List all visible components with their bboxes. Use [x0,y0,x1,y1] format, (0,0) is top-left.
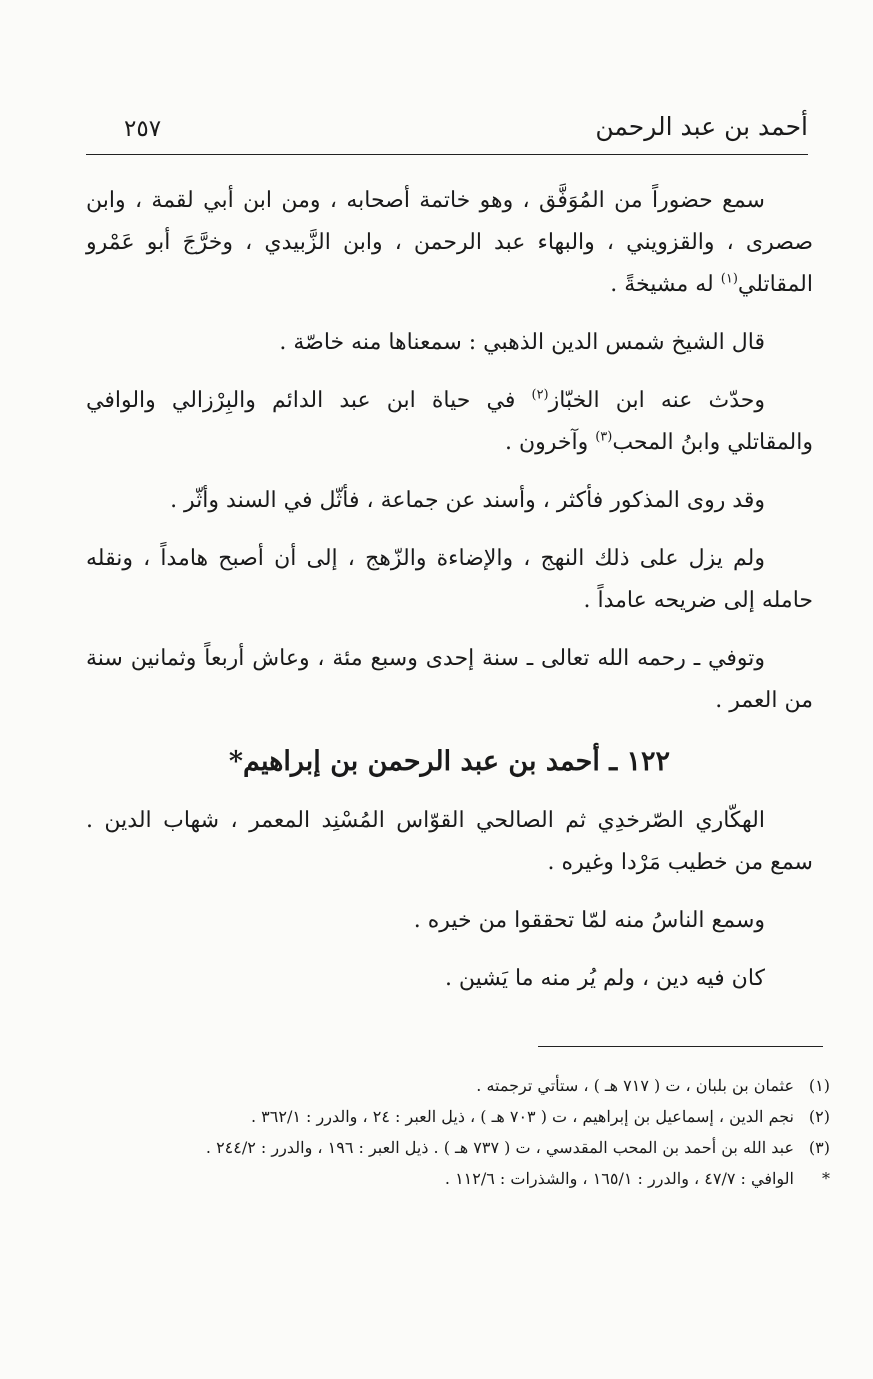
paragraph-text: وحدّث عنه ابن الخبّاز [548,388,765,413]
paragraph-text: ولم يزل على ذلك النهج ، والإضاءة والزّهج ، إلى أن أصبح هامداً ، ونقله حامله إلى ضريحه عامداً . [86,546,813,613]
footnote-mark: (١) [808,1076,830,1095]
entry-heading: ١٢٢ ـ أحمد بن عبد الرحمن بن إبراهيم* [228,746,671,777]
paragraph-4 [86,480,813,522]
paragraph-2 [86,322,813,364]
entry-paragraph-3: كان فيه دين ، ولم يُر منه ما يَشين . [444,966,765,991]
paragraph-text: وتوفي ـ رحمه الله تعالى ـ سنة إحدى وسبع مئة ، وعاش أربعاً وثمانين سنة من العمر . [86,646,813,713]
footnote-item [140,1072,830,1100]
running-title: أحمد بن عبد الرحمن [595,112,808,141]
paragraph-3 [86,380,813,464]
footnote-text: عبد الله بن أحمد بن المحب المقدسي ، ت ( ٧٣٧ هـ ) . ذيل العبر : ١٩٦ ، والدرر : ٢٤٤/٢ . [205,1138,794,1157]
footnotes [140,1072,830,1196]
footnote-item [140,1165,830,1193]
footnote-item [140,1103,830,1131]
paragraph-text: له مشيخةً . [610,272,721,297]
paragraph-text: سمع حضوراً من المُوَفَّق ، وهو خاتمة أصحابه ، ومن ابن أبي لقمة ، وابن صصرى ، والقزويني ، والبهاء عبد الرحمن ، وابن الزَّبيدي ، وخرَّجَ أبو عَمْرو المقاتلي [86,188,813,297]
footnote-mark: (٣) [808,1138,830,1157]
main-text [86,180,813,1016]
entry-paragraph-2: وسمع الناسُ منه لمّا تحققوا من خيره . [413,908,765,933]
paragraph-5 [86,538,813,622]
page-number: ٢٥٧ [124,116,162,142]
footnote-separator [538,1046,823,1047]
footnote-text: نجم الدين ، إسماعيل بن إبراهيم ، ت ( ٧٠٣ هـ ) ، ذيل العبر : ٢٤ ، والدرر : ٣٦٢/١ . [251,1107,794,1126]
page-header [86,104,808,155]
paragraph-text: قال الشيخ شمس الدين الذهبي : سمعناها منه خاصّة . [279,330,765,355]
paragraph-text: وآخرون . [504,430,596,455]
footnote-mark: (٢) [808,1107,830,1126]
footnote-ref: (٣) [595,429,613,445]
footnote-text: عثمان بن بلبان ، ت ( ٧١٧ هـ ) ، ستأتي ترجمته . [476,1076,794,1095]
footnote-text: الوافي : ٤٧/٧ ، والدرر : ١٦٥/١ ، والشذرات : ١١٢/٦ . [444,1169,794,1188]
footnote-mark: * [822,1169,830,1188]
footnote-item [140,1134,830,1162]
footnote-ref: (٢) [531,387,549,403]
footnote-ref: (١) [720,271,738,287]
paragraph-text: وقد روى المذكور فأكثر ، وأسند عن جماعة ، فأثّل في السند وأثّر . [170,488,765,513]
paragraph-1 [86,180,813,306]
paragraph-6 [86,638,813,722]
paragraph-text: في حياة ابن عبد الدائم والبِرْزالي والوافي والمقاتلي وابنُ المحب [86,388,813,455]
entry-paragraph-1: الهكّاري الصّرخدِي ثم الصالحي القوّاس المُسْنِد المعمر ، شهاب الدين . سمع من خطيب مَرْدا وغيره . [86,808,813,875]
